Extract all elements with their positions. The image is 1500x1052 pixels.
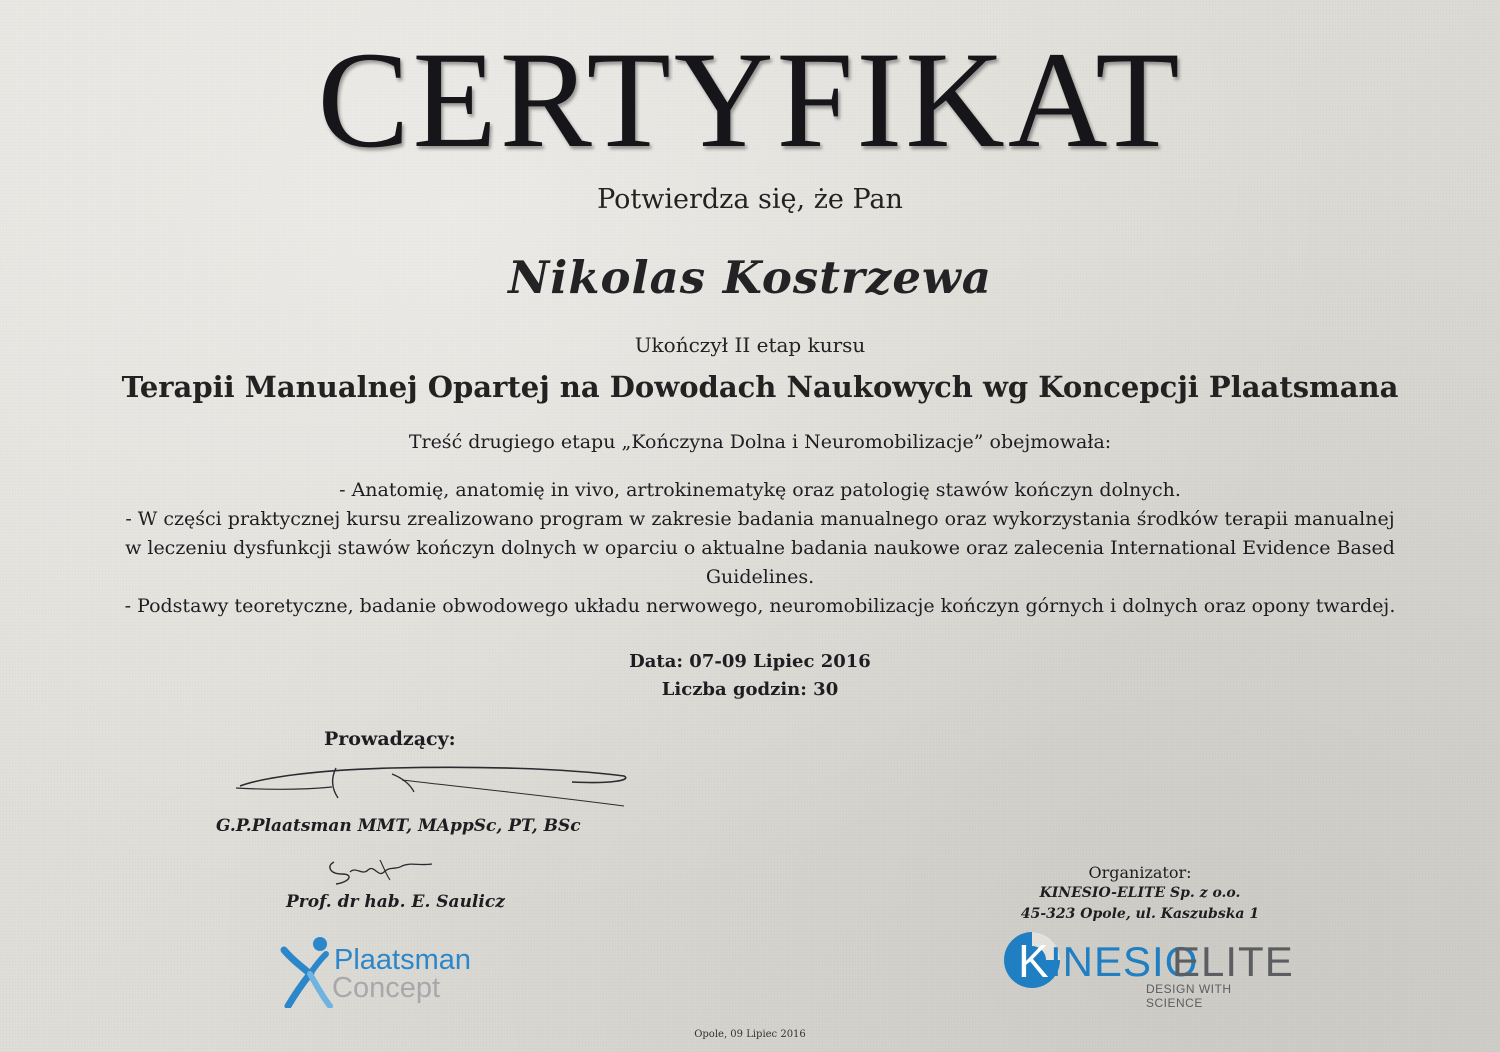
instructors-label: Prowadzący:	[324, 728, 456, 750]
course-content-list	[80, 476, 1440, 621]
course-meta	[0, 648, 1500, 704]
plaatsman-logo-text: Plaatsman	[334, 944, 472, 976]
organizer-label: Organizator:	[1088, 863, 1192, 882]
content-intro: Treść drugiego etapu „Kończyna Dolna i Neuromobilizacje” obejmowała:	[408, 431, 1112, 453]
signature-plaatsman	[232, 756, 632, 816]
kinesio-word: INESIO	[1050, 938, 1199, 985]
recipient-name: Nikolas Kostrzewa	[508, 251, 992, 304]
instructor-2: Prof. dr hab. E. Saulicz	[286, 892, 505, 912]
list-item: - W części praktycznej kursu zrealizowano program w zakresie badania manualnego oraz wykorzystania środków terapii manualnej	[125, 508, 1395, 530]
kinesio-elite-logo	[1000, 928, 1294, 1010]
course-date: Data: 07-09 Lipiec 2016	[629, 651, 871, 672]
organizer-company: KINESIO-ELITE Sp. z o.o.	[1039, 885, 1241, 901]
organizer-address: 45-323 Opole, ul. Kaszubska 1	[1020, 906, 1260, 922]
organizer-block	[1020, 862, 1260, 925]
list-item: - Anatomię, anatomię in vivo, artrokinematykę oraz patologię stawów kończyn dolnych.	[339, 479, 1181, 501]
instructor-1: G.P.Plaatsman MMT, MAppSc, PT, BSc	[216, 816, 581, 836]
kinesio-tagline: DESIGN WITH SCIENCE	[1146, 982, 1232, 1010]
certificate-title: CERTYFIKAT	[317, 23, 1183, 176]
plaatsman-concept-logo	[276, 930, 516, 1012]
signature-saulicz	[320, 852, 440, 892]
list-item: Guidelines.	[705, 566, 815, 588]
footer-place-date: Opole, 09 Lipiec 2016	[694, 1029, 806, 1040]
completed-text: Ukończył II etap kursu	[634, 333, 866, 357]
plaatsman-figure-icon	[280, 934, 340, 1008]
list-item: w leczeniu dysfunkcji stawów kończyn dolnych w oparciu o aktualne badania naukowe oraz zalecenia International Evidence Based	[125, 537, 1395, 559]
confirmation-text: Potwierdza się, że Pan	[597, 184, 903, 215]
concept-logo-text: Concept	[332, 972, 441, 1004]
kinesio-k-letter: K	[1018, 935, 1049, 987]
course-name: Terapii Manualnej Opartej na Dowodach Naukowych wg Koncepcji Plaatsmana	[121, 370, 1399, 404]
elite-word: ELITE	[1172, 938, 1294, 985]
list-item: - Podstawy teoretyczne, badanie obwodowego układu nerwowego, neuromobilizacje kończyn górnych i dolnych oraz opony twardej.	[124, 595, 1396, 617]
course-hours: Liczba godzin: 30	[661, 679, 839, 700]
